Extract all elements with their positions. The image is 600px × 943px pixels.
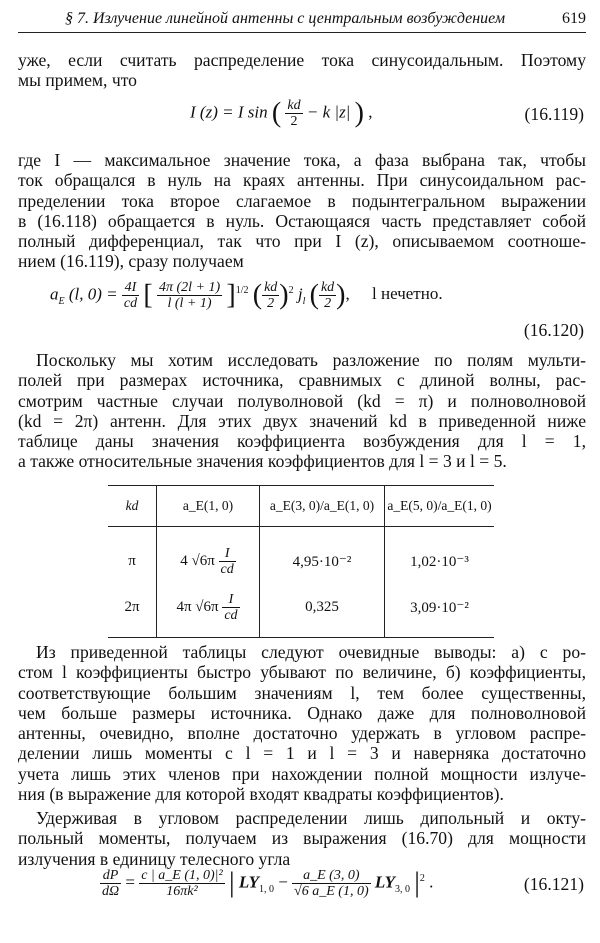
eq-lhs-sub: E	[58, 295, 65, 307]
bessel-sub: l	[302, 295, 306, 307]
paren-open: (	[309, 279, 319, 311]
eq-rest: − k |z|	[306, 102, 351, 122]
page-number: 619	[562, 10, 586, 27]
running-header	[18, 6, 586, 33]
header-ratio3: a_E(3, 0)/a_E(1, 0)	[260, 486, 385, 527]
text-line: нием (16.119), сразу получаем	[18, 251, 244, 272]
text-line: а также относительные значения коэффициентов для l = 3 и l = 5.	[18, 451, 507, 472]
fraction	[139, 868, 224, 899]
cell-coef	[157, 527, 260, 585]
fraction	[222, 592, 239, 623]
text-line: таблице даны значения коэффициента возбуждения для l = 1,	[18, 431, 586, 452]
header-title: § 7. Излучение линейной антенны с центральным возбуждением	[65, 10, 506, 27]
frac-num: kd	[287, 98, 301, 113]
paren-open: (	[271, 97, 282, 129]
text-line: в (16.118) обращается в нуль. Остающаяся часть представляет собой	[18, 210, 586, 231]
header-aE1: a_E(1, 0)	[157, 486, 260, 527]
equation-16-121	[100, 868, 433, 899]
text-line: соответствующие большим значениям l, тем более существенны,	[18, 682, 586, 703]
minus-sign: −	[278, 872, 288, 892]
fraction	[262, 280, 279, 311]
abs-close: |	[414, 867, 420, 899]
fraction	[157, 280, 222, 311]
fraction	[292, 868, 371, 899]
frac-den: 2	[290, 114, 298, 129]
table-row	[108, 527, 494, 585]
term-ly3: LY	[374, 872, 395, 892]
frac-den: cd	[123, 296, 138, 311]
bessel-j: j	[297, 284, 303, 304]
frac-den: 2	[324, 296, 332, 311]
header-ratio5: a_E(5, 0)/a_E(1, 0)	[385, 486, 495, 527]
equation-number: (16.121)	[523, 874, 584, 894]
text-line: антенны, очевидно, вполне достаточно удержать в угловом распре-	[18, 723, 586, 744]
coef-prefix: 4 √6π	[180, 552, 215, 569]
text-line: мы примем, что	[18, 70, 137, 91]
fraction	[122, 280, 139, 311]
frac-den: 2	[267, 296, 275, 311]
paragraph-2	[18, 150, 586, 272]
coefficients-table	[108, 485, 494, 638]
text-line: учета лишь этих членов при нахождении полной мощности излуче-	[18, 763, 586, 784]
frac-den: √6 a_E (1, 0)	[294, 884, 369, 899]
header-kd: kd	[108, 486, 157, 527]
frac-num: 4π (2l + 1)	[158, 280, 221, 295]
equation-16-120	[50, 280, 443, 311]
paren-close: )	[279, 279, 289, 311]
cell-ratio5: 3,09·10⁻²	[385, 584, 495, 638]
cell-coef	[157, 584, 260, 638]
eq-condition: l нечетно.	[372, 284, 443, 304]
paragraph-5	[18, 808, 586, 869]
cell-ratio3: 4,95·10⁻²	[260, 527, 385, 585]
paragraph-3	[18, 350, 586, 472]
frac-num: 4I	[122, 280, 139, 296]
frac-den: cd	[224, 607, 238, 623]
paragraph-4	[18, 642, 586, 804]
cell-ratio3: 0,325	[260, 584, 385, 638]
fraction	[100, 868, 121, 899]
term-ly1: LY	[238, 872, 259, 892]
equation-number: (16.119)	[524, 104, 584, 124]
power-two: 2	[419, 872, 425, 884]
text-line: (kd = 2π) антенн. Для этих двух значений kd в приведенной ниже	[18, 410, 586, 431]
frac-den: dΩ	[102, 884, 120, 899]
text-line: излучения в единицу телесного угла	[18, 848, 291, 869]
text-line: чем больше размеры источника. Однако даже для полноволновой	[18, 702, 586, 723]
cell-kd: π	[108, 527, 157, 585]
term-ly3-sub: 3, 0	[395, 883, 410, 895]
power-two: 2	[288, 284, 294, 296]
fraction	[219, 546, 236, 577]
text-line: полей при размерах источника, сравнимых с длиной волны, рас-	[18, 370, 586, 391]
paragraph-1	[18, 50, 586, 91]
frac-den: l (l + 1)	[167, 296, 212, 311]
power-half: 1/2	[235, 284, 249, 296]
equation-number: (16.120)	[523, 320, 584, 340]
cell-kd: 2π	[108, 584, 157, 638]
text-line: Из приведенной таблицы следуют очевидные выводы: а) с ро-	[36, 642, 586, 662]
text-line: Поскольку мы хотим исследовать разложение по полям мульти-	[36, 350, 586, 370]
text-line: смотрим частные случаи полуволновой (kd = π) и полноволновой	[18, 390, 586, 411]
equation-16-119	[190, 98, 372, 129]
text-line: делении лишь моменты с l = 1 и l = 3 и наверняка достаточно	[18, 743, 586, 764]
text-line: полный дифференциал, так что при I (z), описываемом соотноше-	[18, 231, 586, 252]
frac-num: kd	[264, 280, 278, 295]
text-line: пределении тока второе слагаемое в подынтегральном выражении	[18, 190, 586, 211]
paren-close: )	[336, 279, 346, 311]
frac-den: 16πk²	[166, 884, 198, 899]
eq-tail: .	[429, 872, 434, 892]
table-row	[108, 584, 494, 638]
eq-tail: ,	[368, 102, 373, 122]
bracket-close: ]	[226, 279, 236, 311]
eq-tail: ,	[345, 284, 350, 304]
frac-num: a_E (3, 0)	[292, 868, 371, 884]
bracket-open: [	[143, 279, 153, 311]
text-line: уже, если считать распределение тока синусоидальным. Поэтому	[18, 50, 586, 70]
paren-close: )	[354, 97, 364, 129]
frac-num: c | a_E (1, 0)|²	[141, 868, 223, 883]
frac-den: cd	[220, 561, 234, 577]
text-line: стом l коэффициенты быстро убывают по величине, б) коэффициенты,	[18, 662, 586, 683]
coef-prefix: 4π √6π	[176, 598, 219, 615]
eq-sign: =	[125, 872, 135, 892]
term-ly1-sub: 1, 0	[258, 883, 274, 895]
cell-ratio5: 1,02·10⁻³	[410, 553, 469, 570]
text-line: Удерживая в угловом распределении лишь дипольный и окту-	[36, 808, 586, 828]
eq-lhs: a	[50, 284, 59, 304]
fraction	[319, 280, 336, 311]
abs-open: |	[228, 867, 235, 899]
frac-num: I	[219, 546, 236, 562]
table-header-row	[108, 486, 494, 527]
eq-lhs: I (z) = I sin	[190, 102, 268, 122]
frac-num: kd	[320, 280, 335, 295]
text-line: где I — максимальное значение тока, а фаза выбрана так, чтобы	[18, 150, 586, 170]
paren-open: (	[252, 279, 263, 311]
frac-num: dP	[100, 868, 121, 884]
text-line: ния (в выражение для которой входят квадраты коэффициентов).	[18, 784, 504, 805]
text-line: польный моменты, получаем из выражения (16.70) для мощности	[18, 828, 586, 849]
frac-num: I	[222, 592, 239, 608]
fraction	[285, 98, 302, 129]
eq-lhs-args: (l, 0) =	[68, 284, 118, 304]
text-line: ток обращался в нуль на краях антенны. При синусоидальном рас-	[18, 170, 586, 191]
